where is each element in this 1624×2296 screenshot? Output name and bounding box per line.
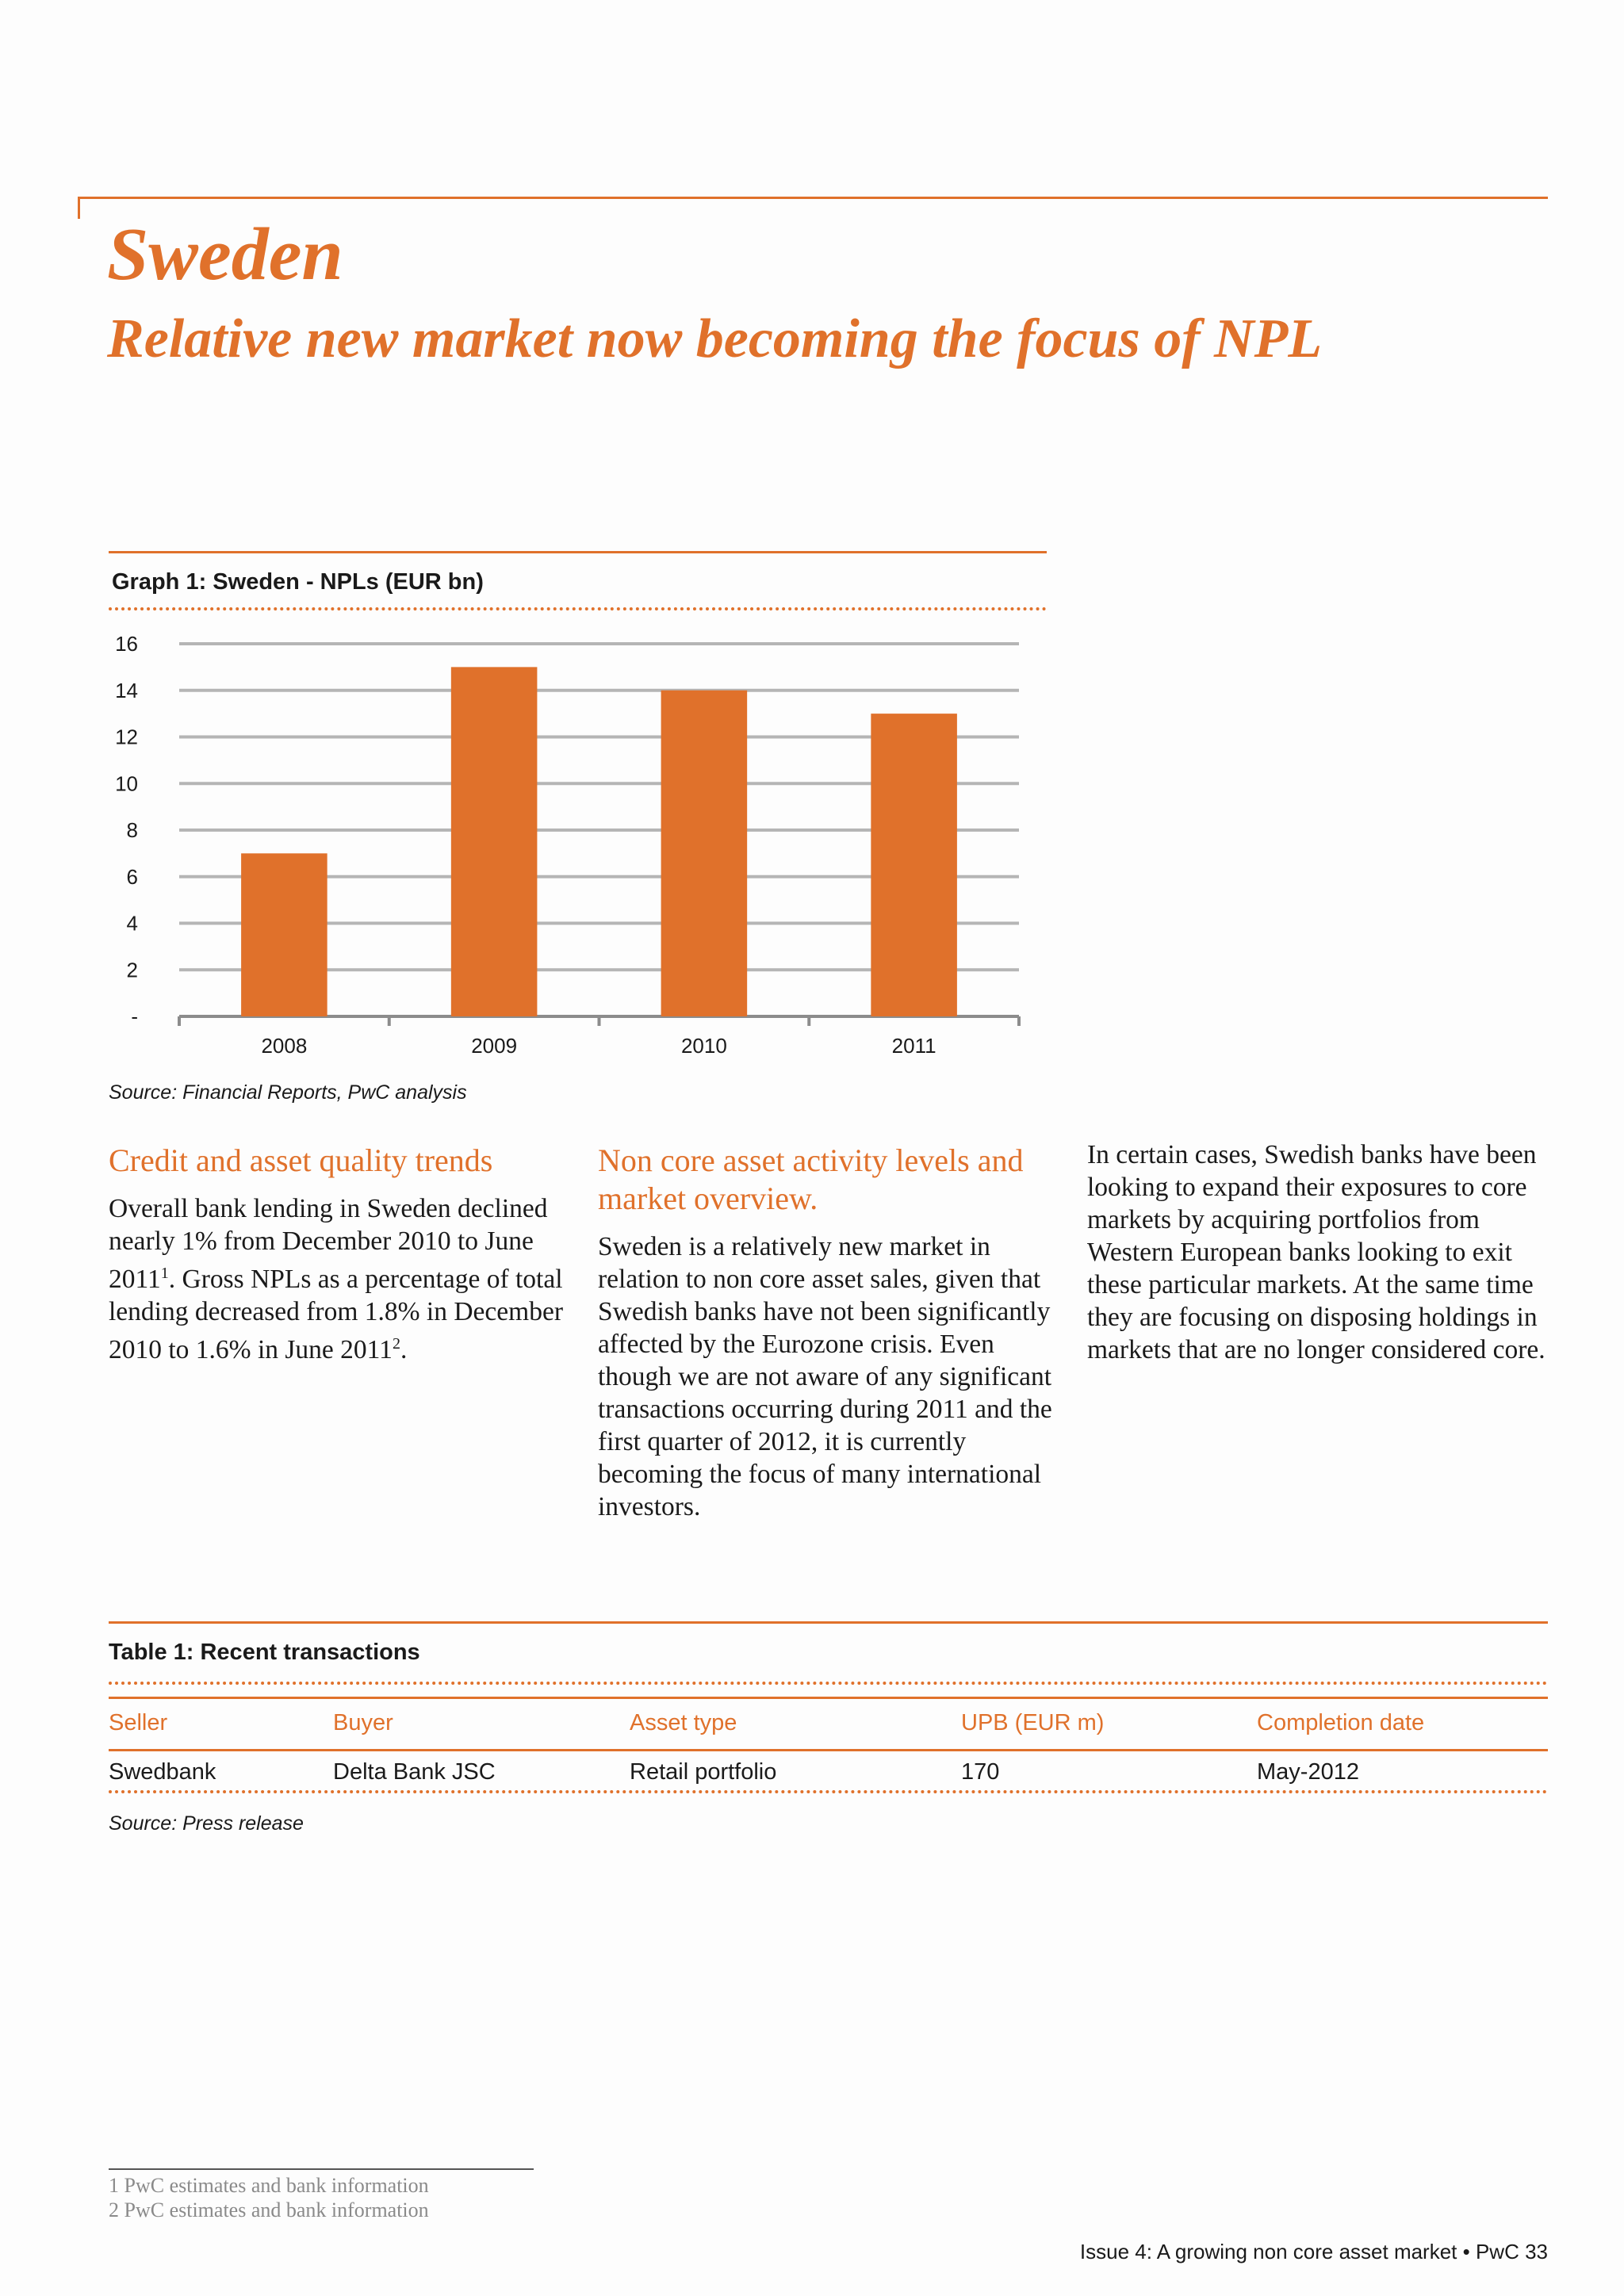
y-tick-label: 14	[115, 678, 138, 702]
bar-2011	[871, 714, 957, 1016]
graph-top-rule	[109, 551, 1047, 553]
expansion-body: In certain cases, Swedish banks have been looking to expand their exposures to core markets by acquiring portfolios from Western European banks looking to exit these particular markets. At the same time they are focusing on disposing holdings in markets that are no longer considered core.	[1087, 1140, 1545, 1364]
page-title: Sweden	[107, 213, 343, 296]
cell-seller: Swedbank	[109, 1759, 216, 1785]
header-seller: Seller	[109, 1710, 168, 1735]
y-tick-label: 16	[115, 632, 138, 656]
cell-completion-date: May-2012	[1257, 1759, 1359, 1785]
y-tick-label: 6	[126, 864, 138, 889]
table-header-row	[109, 1700, 1548, 1746]
table-top-rule	[109, 1621, 1548, 1624]
header-rule-tick	[78, 197, 80, 219]
footnote-ref-1: 1	[160, 1265, 169, 1282]
table-header-top-rule	[109, 1697, 1548, 1699]
npl-bar-chart	[103, 626, 1047, 1054]
footnote-1: 1 PwC estimates and bank information	[109, 2174, 429, 2197]
x-tick-label: 2011	[891, 1034, 936, 1054]
market-overview-heading: Non core asset activity levels and market overview.	[598, 1142, 1024, 1216]
y-tick-label: -	[131, 1004, 138, 1028]
header-rule	[78, 197, 1548, 199]
header-buyer: Buyer	[333, 1710, 393, 1735]
header-asset-type: Asset type	[630, 1710, 737, 1735]
footnote-ref-2: 2	[392, 1335, 400, 1353]
graph-dotted-rule	[109, 607, 1047, 610]
cell-upb: 170	[961, 1759, 1000, 1785]
y-tick-label: 2	[126, 958, 138, 982]
table-source: Source: Press release	[109, 1812, 304, 1835]
footnote-rule	[109, 2168, 534, 2170]
header-upb: UPB (EUR m)	[961, 1710, 1105, 1735]
table-bottom-dotted-rule	[109, 1790, 1548, 1793]
column-expansion	[1087, 1138, 1547, 1366]
header-completion-date: Completion date	[1257, 1710, 1425, 1735]
column-market-overview	[598, 1142, 1066, 1523]
credit-trends-heading: Credit and asset quality trends	[109, 1142, 493, 1178]
cell-buyer: Delta Bank JSC	[333, 1759, 496, 1785]
credit-trends-body: Overall bank lending in Sweden declined nearly 1% from December 2010 to June 2011$^1$. Gross NPLs as a percentage of total lending decreased from 1.8% in December 2010 to 1.6% in June 2011$^2$.	[109, 1194, 563, 1365]
transactions-table	[109, 1697, 1548, 1789]
x-tick-label: 2008	[261, 1034, 308, 1054]
table-row	[109, 1749, 1548, 1795]
market-overview-body: Sweden is a relatively new market in relation to non core asset sales, given that Swedish banks have not been significantly affected by the Eurozone crisis. Even though we are not aware of any significant transactions occurring during 2011 and the first quarter of 2012, it is currently becoming the focus of many international investors.	[598, 1232, 1052, 1521]
table-title: Table 1: Recent transactions	[109, 1640, 420, 1665]
page-footer: Issue 4: A growing non core asset market • PwC 33	[1079, 2240, 1548, 2263]
page-subtitle: Relative new market now becoming the focus of NPL	[107, 308, 1323, 369]
y-tick-label: 4	[126, 911, 138, 936]
graph-source: Source: Financial Reports, PwC analysis	[109, 1081, 467, 1104]
x-tick-label: 2009	[471, 1034, 518, 1054]
y-tick-label: 8	[126, 818, 138, 842]
bar-2009	[451, 667, 538, 1016]
x-tick-label: 2010	[680, 1034, 727, 1054]
table-dotted-rule	[109, 1682, 1548, 1685]
bar-2010	[661, 691, 748, 1016]
y-tick-label: 12	[115, 725, 138, 749]
bar-2008	[241, 853, 327, 1016]
footnote-2: 2 PwC estimates and bank information	[109, 2198, 429, 2221]
y-tick-label: 10	[115, 771, 138, 796]
graph-title: Graph 1: Sweden - NPLs (EUR bn)	[112, 569, 484, 595]
cell-asset-type: Retail portfolio	[630, 1759, 777, 1785]
column-credit-trends	[109, 1142, 569, 1366]
